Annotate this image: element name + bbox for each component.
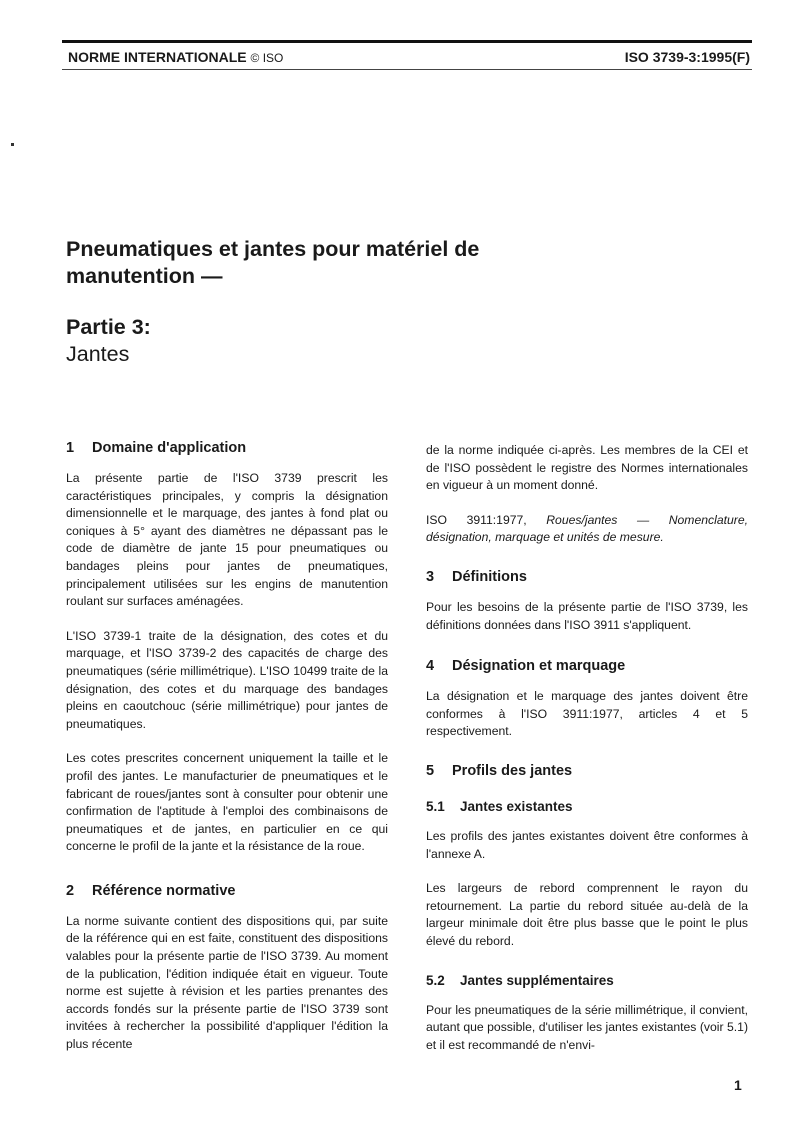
- section-1-paragraph-2: L'ISO 3739-1 traite de la désignation, des cotes et du marquage, et l'ISO 3739-2 des capacités de charge des pneumatiques (série millimétrique). L'ISO 10499 traite de la désignation, des cotes et du marquage des bandages pleins en caoutchouc (série millimétrique) pour jantes de pneumatiques.: [66, 628, 388, 731]
- section-5-1-paragraph-1: Les profils des jantes existantes doivent être conformes à l'annexe A.: [426, 828, 748, 861]
- section-2-paragraph-1: La norme suivante contient des dispositions qui, par suite de la référence qui en est faite, constituent des dispositions valables pour la présente partie de l'ISO 3739. Au moment de la publication, l'édition indiquée était en vigueur. Toute norme est sujette à révision et les parties prenantes des accords fondés sur la présente partie de l'ISO 3739 sont invitées à rechercher la possibilité d'appliquer l'édition la plus récente: [66, 913, 388, 1052]
- section-5-2-heading: 5.2 Jantes supplémentaires: [426, 972, 614, 988]
- header-title: NORME INTERNATIONALE: [68, 49, 247, 65]
- header-rule-bottom: [62, 69, 752, 70]
- right-column: [426, 442, 748, 1054]
- section-3-heading: 3 Définitions: [426, 568, 527, 585]
- section-5-2-paragraph-1: Pour les pneumatiques de la série millimétrique, il convient, autant que possible, d'utiliser les jantes existantes (voir 5.1) et il est recommandé de n'envi-: [426, 1002, 748, 1052]
- left-column: [66, 440, 388, 1054]
- normative-reference-code: ISO 3911:1977,: [426, 512, 527, 527]
- section-2-paragraph-continued: de la norme indiquée ci-après. Les membres de la CEI et de l'ISO possèdent le registre des Normes internationales en vigueur à un moment donné.: [426, 443, 748, 493]
- section-5-1-heading: 5.1 Jantes existantes: [426, 798, 573, 814]
- part-label: Partie 3:: [66, 315, 151, 339]
- part-subtitle: Jantes: [66, 342, 130, 366]
- section-1-heading: 1 Domaine d'application: [66, 440, 247, 456]
- header-standard-code: ISO 3739-3:1995(F): [624, 49, 750, 65]
- section-4-paragraph-1: La désignation et le marquage des jantes doivent être conformes à l'ISO 3911:1977, articles 4 et 5 respectivement.: [426, 689, 748, 739]
- page-number: 1: [734, 1077, 742, 1093]
- header-rule-top: [62, 40, 752, 43]
- section-4-heading: 4 Désignation et marquage: [426, 658, 626, 675]
- normative-reference-title: Roues/jantes — Nomenclature, désignation, marquage et unités de mesure.: [426, 512, 748, 545]
- section-5-heading: 5 Profils des jantes: [426, 762, 573, 779]
- header-copyright: © ISO: [250, 51, 284, 65]
- normative-reference: [426, 512, 748, 547]
- section-1-paragraph-1: La présente partie de l'ISO 3739 prescrit les caractéristiques principales, y compris la désignation dimensionnelle et le marquage, des jantes à fond plat ou coniques à 5° ayant des diamètres ne dépassant pas le code de diamètre de jante 15 pour pneumatiques ou bandages pleins pour jantes de pneumatiques, principalement utilisées sur les engins de manutention roulant sur surfaces aménagées.: [66, 471, 388, 609]
- header-standard-label: [68, 49, 283, 65]
- section-3-paragraph-1: Pour les besoins de la présente partie de l'ISO 3739, les définitions données dans l'ISO 3911 s'appliquent.: [426, 599, 748, 632]
- section-5-1-paragraph-2: Les largeurs de rebord comprennent le rayon du retournement. La partie du rebord située au-delà de la largeur minimale doit être plus basse que le point le plus élevé du rebord.: [426, 881, 748, 948]
- document-title: Pneumatiques et jantes pour matériel de manutention —: [66, 237, 480, 288]
- scan-speck: [11, 143, 14, 146]
- section-1-paragraph-3: Les cotes prescrites concernent uniquement la taille et le profil des jantes. Le manufacturier de pneumatiques et le fabricant de roues/jantes sont à consulter pour obtenir une confirmation de l'aptitude à l'emploi des combinaisons de pneumatiques et de jantes, en particulier en ce qui concerne le profil de la jante et la résistance de la roue.: [66, 751, 388, 854]
- section-2-heading: 2 Référence normative: [66, 882, 236, 899]
